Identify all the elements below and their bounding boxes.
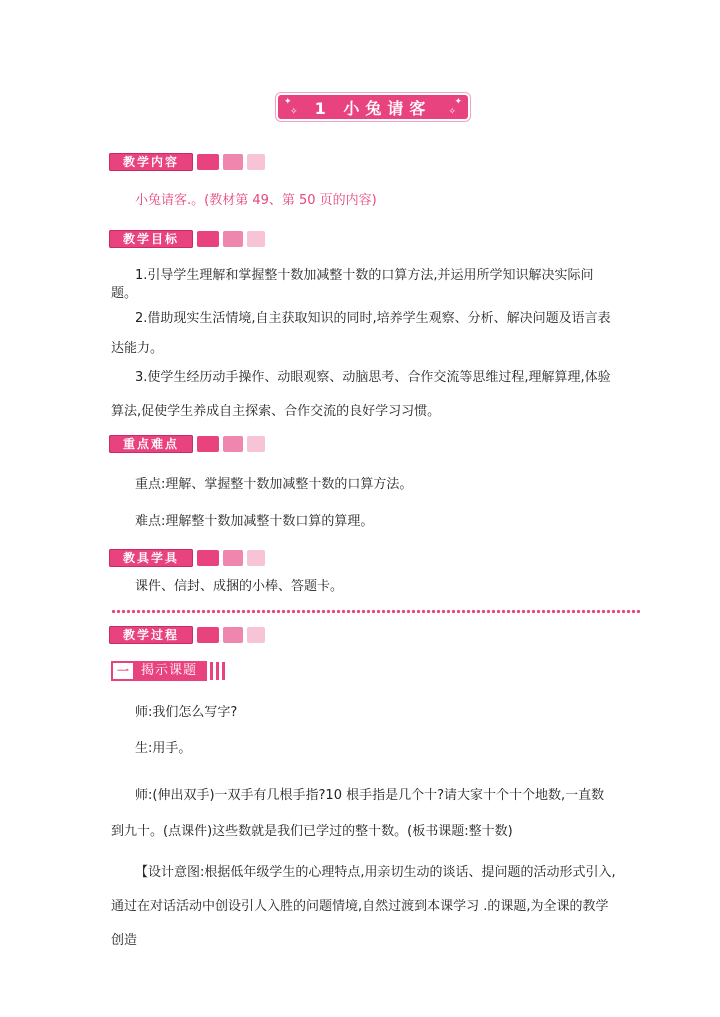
section-heading-content <box>109 153 265 171</box>
heading-decor-bar <box>222 662 225 680</box>
section-heading-tools <box>109 549 265 567</box>
section-heading-label: 重点难点 <box>109 435 193 453</box>
sparkle-icon: ✧ <box>290 107 298 117</box>
dialogue-line-1: 师:我们怎么写字? <box>135 705 238 720</box>
dotted-divider <box>111 609 641 614</box>
heading-decor-square <box>197 154 219 170</box>
section-heading-label: 教学内容 <box>109 153 193 171</box>
heading-decor-bar <box>210 662 213 680</box>
heading-decor-square <box>247 550 265 566</box>
lesson-title-banner <box>278 95 468 119</box>
heading-decor-square <box>247 627 265 643</box>
goal-item-2: 2.借助现实生活情境,自主获取知识的同时,培养学生观察、分析、解决问题及语言表达能力。 <box>111 311 611 356</box>
goal-item-1: 1.引导学生理解和掌握整十数加减整十数的口算方法,并运用所学知识解决实际问题。 <box>111 268 594 301</box>
step-number: 一 <box>111 661 135 681</box>
sparkle-icon: ✦ <box>284 97 292 107</box>
section-heading-goals <box>109 230 265 248</box>
heading-decor-square <box>223 154 243 170</box>
heading-decor-square <box>223 550 243 566</box>
heading-decor-square <box>197 550 219 566</box>
keypoint-difficulty: 难点:理解整十数加减整十数口算的算理。 <box>135 514 374 529</box>
step-title: 揭示课题 <box>135 661 207 681</box>
design-intent-note: 【设计意图:根据低年级学生的心理特点,用亲切生动的谈话、提问题的活动形式引入,通过在对话活动中创设引人入胜的问题情境,自然过渡到本课学习 .的课题,为全课的教学创造 <box>111 865 616 948</box>
sparkle-icon: ✦ <box>454 97 462 107</box>
dialogue-line-3: 师:(伸出双手)一双手有几根手指?10 根手指是几个十?请大家十个十个地数,一直数到九十。(点课件)这些数就是我们已学过的整十数。(板书课题:整十数) <box>111 788 605 839</box>
heading-decor-square <box>247 154 265 170</box>
goal-item-3: 3.使学生经历动手操作、动眼观察、动脑思考、合作交流等思维过程,理解算理,体验算法,促使学生养成自主探索、合作交流的良好学习习惯。 <box>111 370 611 419</box>
section-heading-label: 教学目标 <box>109 230 193 248</box>
section-heading-label: 教具学具 <box>109 549 193 567</box>
section-heading-process <box>109 626 265 644</box>
heading-decor-square <box>197 231 219 247</box>
heading-decor-square <box>197 627 219 643</box>
heading-decor-square <box>197 436 219 452</box>
content-text: 小兔请客.。(教材第 49、第 50 页的内容) <box>135 193 377 208</box>
sparkle-icon: ✧ <box>448 107 456 117</box>
tools-text: 课件、信封、成捆的小棒、答题卡。 <box>135 579 344 594</box>
lesson-title: 1 小兔请客 <box>314 98 432 118</box>
section-heading-keypoints <box>109 435 265 453</box>
dialogue-line-2: 生:用手。 <box>135 741 192 756</box>
keypoint-focus: 重点:理解、掌握整十数加减整十数的口算方法。 <box>135 477 413 492</box>
heading-decor-square <box>223 231 243 247</box>
heading-decor-square <box>223 436 243 452</box>
heading-decor-square <box>247 436 265 452</box>
section-heading-label: 教学过程 <box>109 626 193 644</box>
heading-decor-square <box>247 231 265 247</box>
step-heading <box>111 662 225 680</box>
heading-decor-square <box>223 627 243 643</box>
heading-decor-bar <box>216 662 219 680</box>
